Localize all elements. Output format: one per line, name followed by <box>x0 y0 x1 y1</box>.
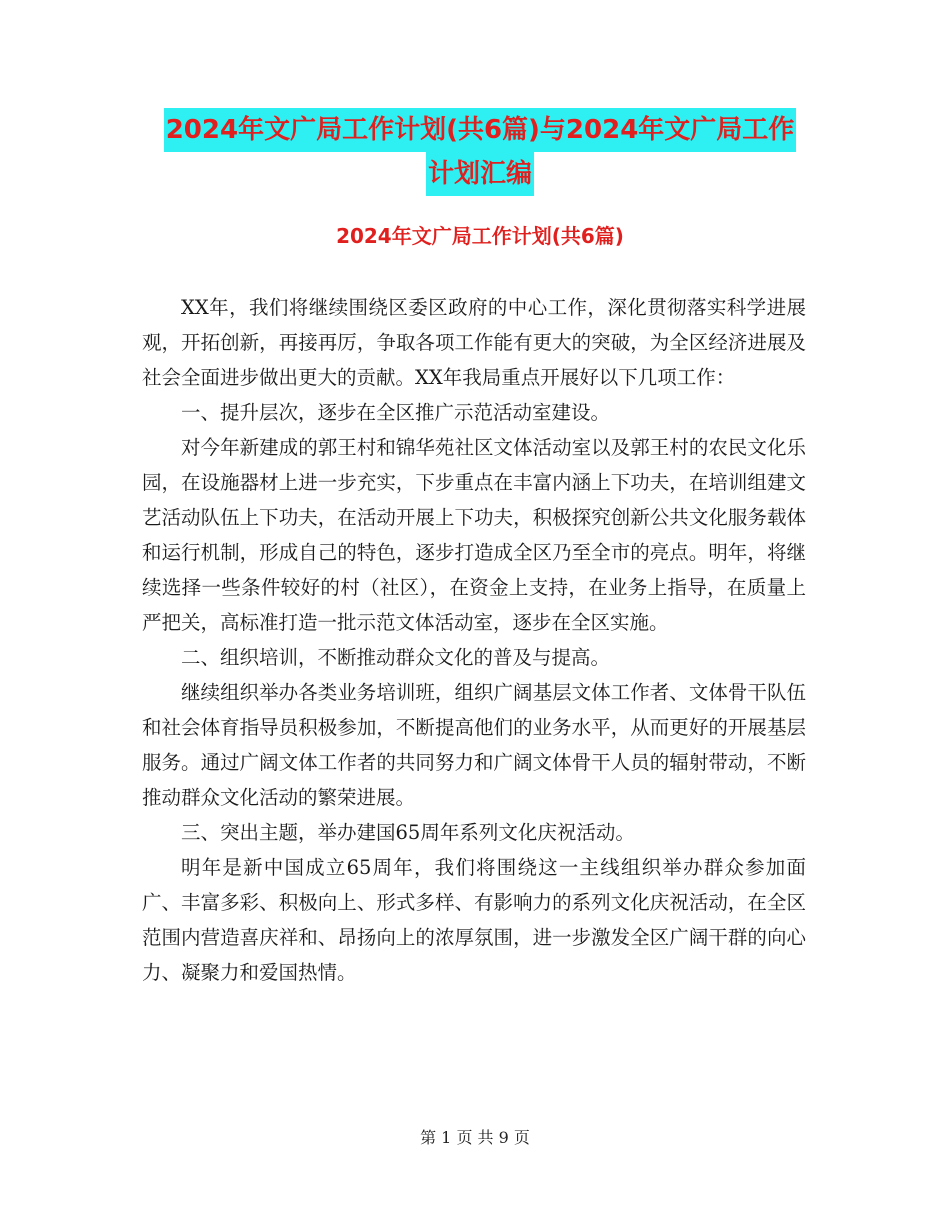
title-line-1: 2024年文广局工作计划(共6篇)与2024年文广局工作 <box>164 108 797 152</box>
paragraph-item-1: 对今年新建成的郭王村和锦华苑社区文体活动室以及郭王村的农民文化乐园，在设施器材上进一步充实，下步重点在丰富内涵上下功夫，在培训组建文艺活动队伍上下功夫，在活动开展上下功夫，积极探究创新公共文化服务载体和运行机制，形成自己的特色，逐步打造成全区乃至全市的亮点。明年，将继续选择一些条件较好的村（社区），在资金上支持，在业务上指导，在质量上严把关，高标准打造一批示范文体活动室，逐步在全区实施。 <box>142 436 806 634</box>
heading-item-2: 二、组织培训，不断推动群众文化的普及与提高。 <box>181 646 611 669</box>
heading-item-1: 一、提升层次，逐步在全区推广示范活动室建设。 <box>181 401 611 424</box>
page-footer: 第 1 页 共 9 页 <box>420 1128 530 1147</box>
paragraph-intro: XX年，我们将继续围绕区委区政府的中心工作，深化贯彻落实科学进展观，开拓创新，再接再厉，争取各项工作能有更大的突破，为全区经济进展及社会全面进步做出更大的贡献。XX年我局重点开展好以下几项工作： <box>142 296 806 389</box>
paragraph-item-3: 明年是新中国成立65周年，我们将围绕这一主线组织举办群众参加面广、丰富多彩、积极向上、形式多样、有影响力的系列文化庆祝活动，在全区范围内营造喜庆祥和、昂扬向上的浓厚氛围，进一步激发全区广阔干群的向心力、凝聚力和爱国热情。 <box>142 856 806 984</box>
document-title <box>140 108 820 196</box>
document-body <box>142 290 806 990</box>
title-line-2: 计划汇编 <box>426 152 534 196</box>
heading-item-3: 三、突出主题，举办建国65周年系列文化庆祝活动。 <box>181 821 635 844</box>
section-subtitle: 2024年文广局工作计划(共6篇) <box>336 224 624 248</box>
paragraph-item-2: 继续组织举办各类业务培训班，组织广阔基层文体工作者、文体骨干队伍和社会体育指导员积极参加，不断提高他们的业务水平，从而更好的开展基层服务。通过广阔文体工作者的共同努力和广阔文体骨干人员的辐射带动，不断推动群众文化活动的繁荣进展。 <box>142 681 806 809</box>
